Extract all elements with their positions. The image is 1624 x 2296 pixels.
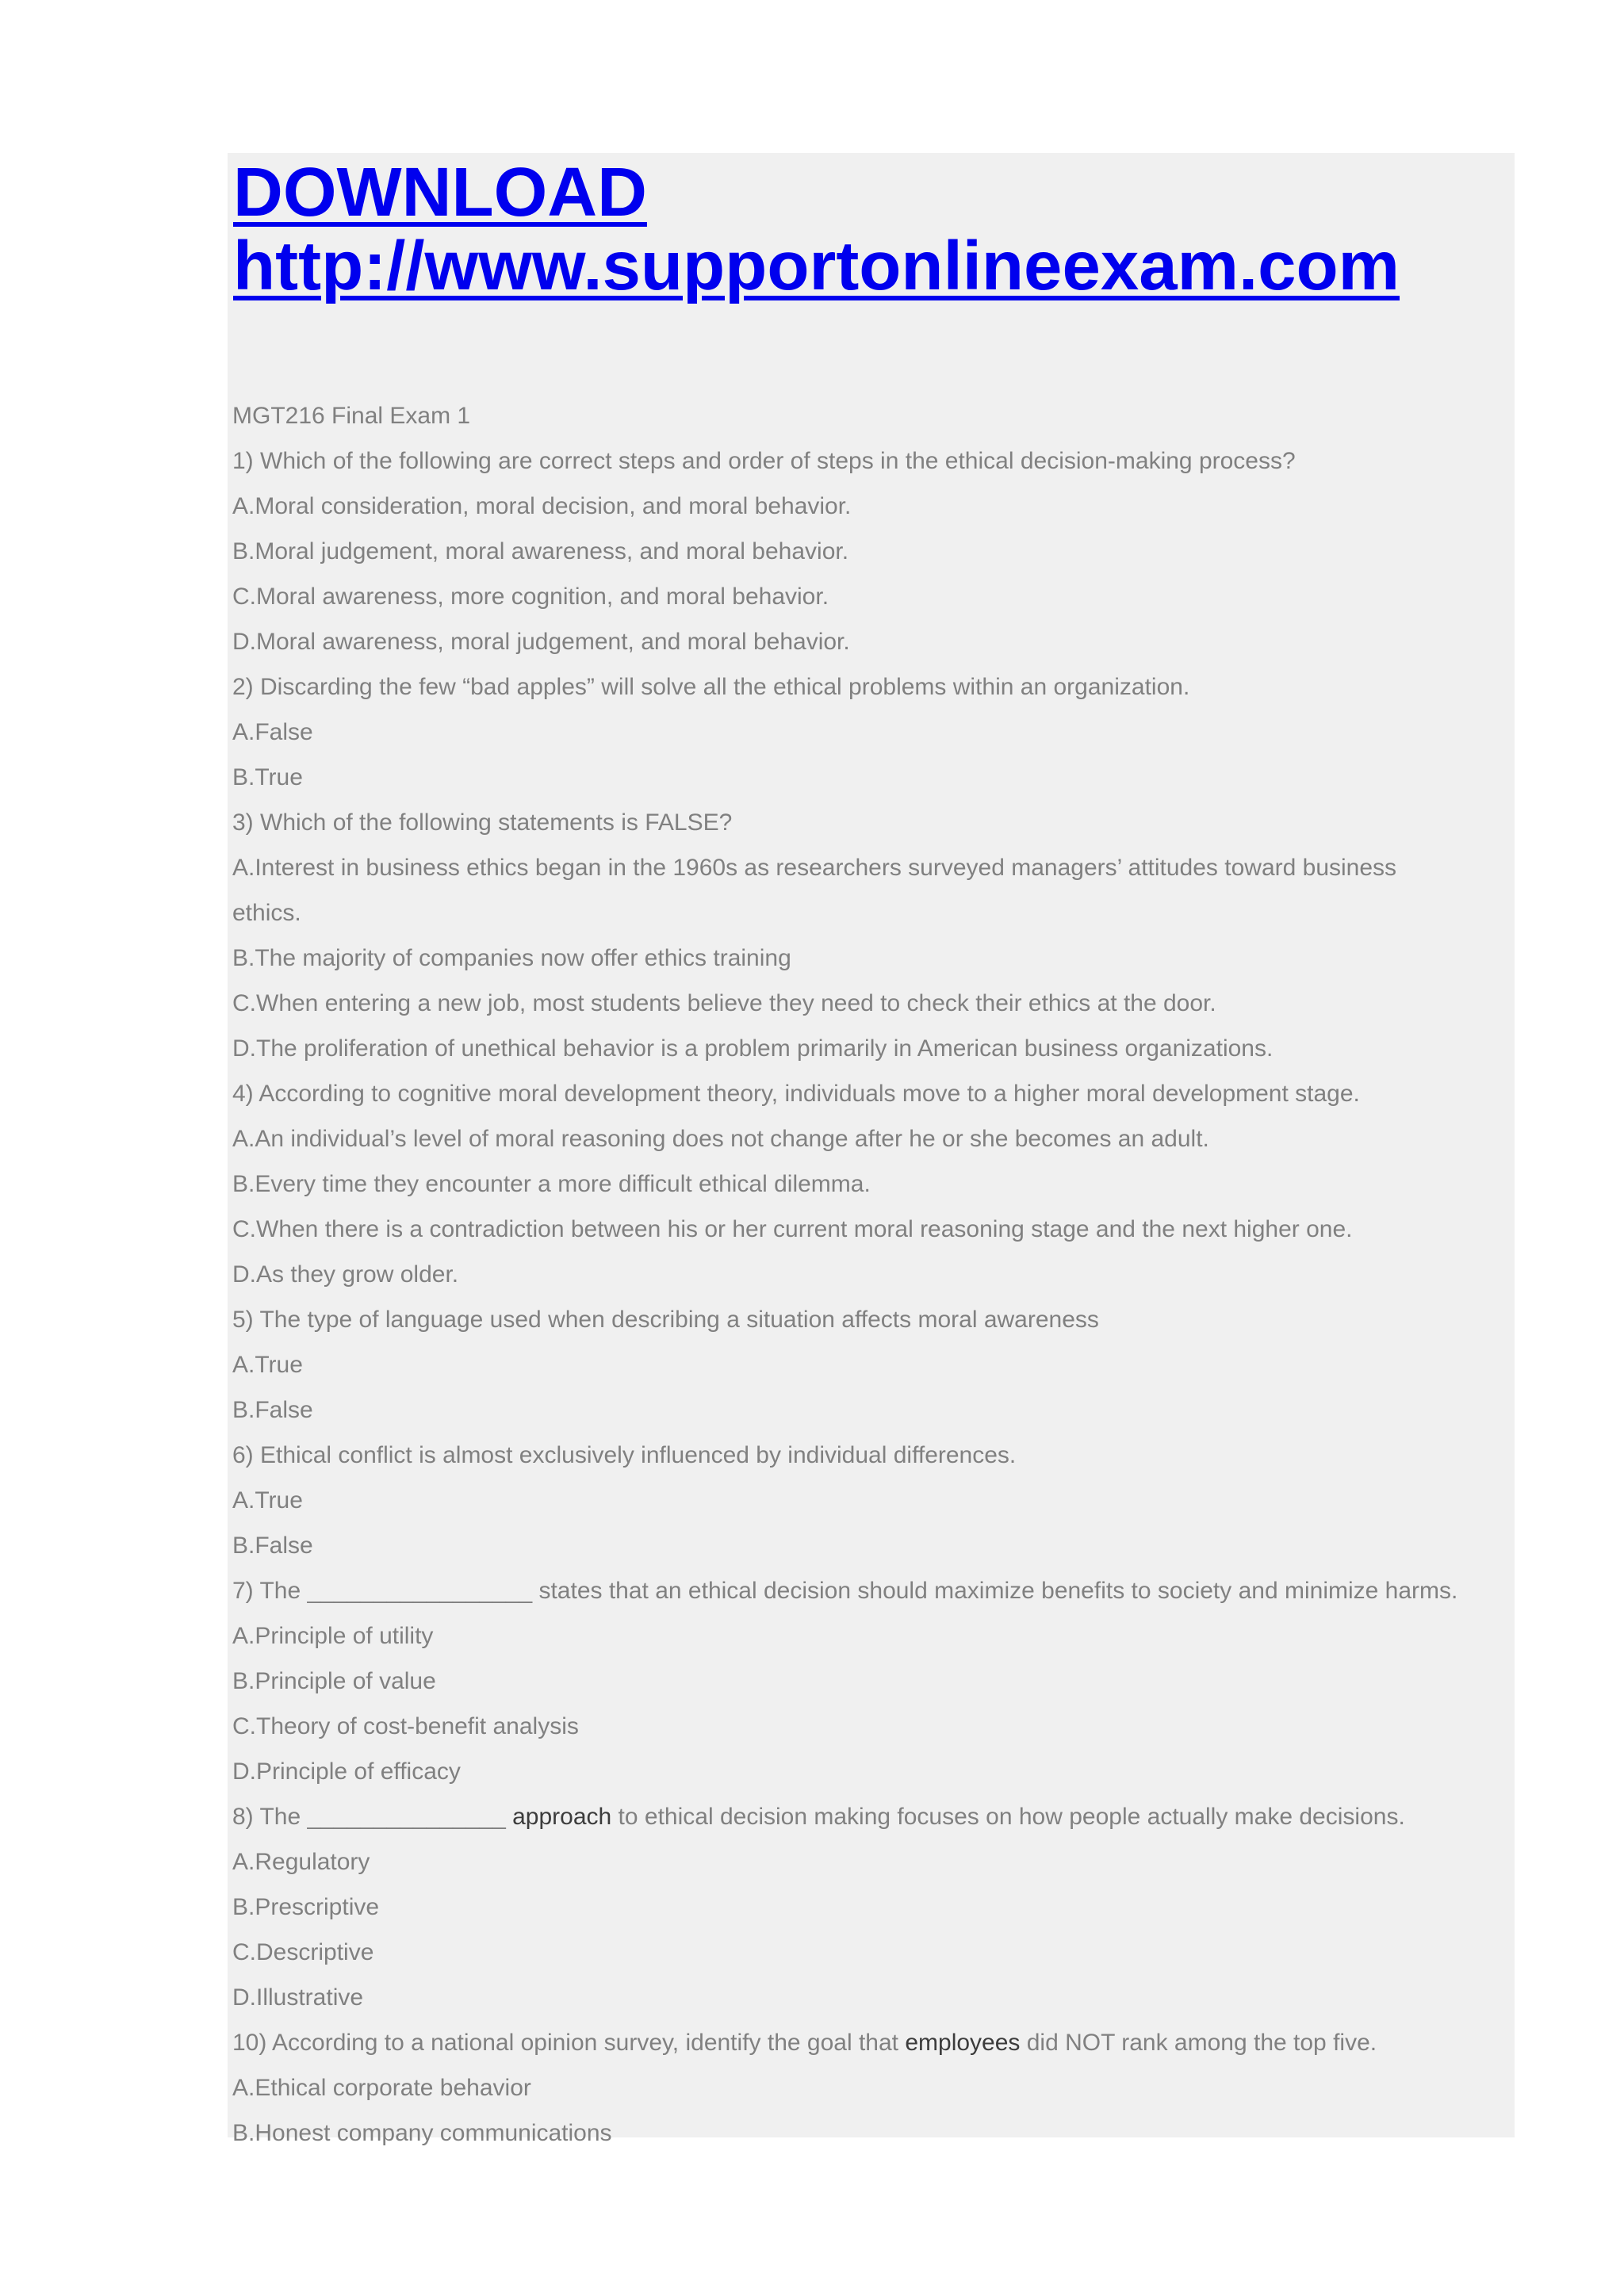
answer-option: A.An individual’s level of moral reasoning does not change after he or she becomes an adult. (232, 1126, 1209, 1152)
question-8-end: to ethical decision making focuses on how people actually make decisions. (611, 1804, 1405, 1830)
answer-option: A.Interest in business ethics began in the 1960s as researchers surveyed managers’ attitudes toward business (232, 855, 1397, 881)
question-10-highlight: employees (905, 2030, 1021, 2056)
answer-option: B.Every time they encounter a more difficult ethical dilemma. (232, 1171, 871, 1197)
answer-option: C.Theory of cost-benefit analysis (232, 1713, 579, 1739)
question-8-start: 8) The _______________ (232, 1804, 513, 1830)
answer-option: A.Regulatory (232, 1849, 370, 1875)
question-8-highlight: approach (512, 1804, 612, 1830)
question-10 (232, 2020, 1509, 2065)
answer-option: C.Moral awareness, more cognition, and moral behavior. (232, 584, 829, 610)
answer-option: A.Moral consideration, moral decision, and moral behavior. (232, 493, 852, 519)
question-10-start: 10) According to a national opinion survey, identify the goal that (232, 2030, 906, 2056)
answer-option: B.True (232, 764, 303, 790)
question-4: 4) According to cognitive moral development theory, individuals move to a higher moral development stage. (232, 1081, 1360, 1107)
answer-option: D.Illustrative (232, 1984, 364, 2011)
exam-title: MGT216 Final Exam 1 (232, 403, 471, 429)
answer-option: D.Moral awareness, moral judgement, and moral behavior. (232, 629, 850, 655)
answer-option: D.The proliferation of unethical behavior is a problem primarily in American business organizations. (232, 1035, 1274, 1062)
answer-option-continued: ethics. (232, 900, 301, 926)
answer-option: B.Honest company communications (232, 2120, 612, 2146)
question-8 (232, 1794, 1509, 1839)
answer-option: B.The majority of companies now offer ethics training (232, 945, 791, 971)
answer-option: B.Moral judgement, moral awareness, and moral behavior. (232, 538, 849, 564)
answer-option: B.Principle of value (232, 1668, 436, 1694)
answer-option: C.Descriptive (232, 1939, 374, 1965)
exam-text (232, 393, 1509, 2156)
question-10-end: did NOT rank among the top five. (1020, 2030, 1377, 2056)
question-1: 1) Which of the following are correct steps and order of steps in the ethical decision-making process? (232, 448, 1296, 474)
question-2: 2) Discarding the few “bad apples” will solve all the ethical problems within an organization. (232, 674, 1190, 700)
answer-option: C.When there is a contradiction between his or her current moral reasoning stage and the next higher one. (232, 1216, 1353, 1242)
answer-option: A.Ethical corporate behavior (232, 2075, 531, 2101)
answer-option: C.When entering a new job, most students believe they need to check their ethics at the door. (232, 990, 1216, 1016)
answer-option: B.False (232, 1533, 313, 1559)
question-6: 6) Ethical conflict is almost exclusively influenced by individual differences. (232, 1442, 1017, 1468)
download-link[interactable] (233, 155, 1400, 303)
download-link-line1[interactable]: DOWNLOAD (233, 154, 647, 231)
answer-option: B.Prescriptive (232, 1894, 380, 1920)
answer-option: D.Principle of efficacy (232, 1758, 461, 1785)
answer-option: A.True (232, 1487, 303, 1513)
answer-option: A.True (232, 1352, 303, 1378)
question-3: 3) Which of the following statements is FALSE? (232, 809, 733, 836)
answer-option: D.As they grow older. (232, 1261, 459, 1288)
answer-option: A.Principle of utility (232, 1623, 434, 1649)
question-5: 5) The type of language used when describing a situation affects moral awareness (232, 1307, 1099, 1333)
answer-option: A.False (232, 719, 313, 745)
download-link-line2[interactable]: http://www.supportonlineexam.com (233, 228, 1400, 304)
answer-option: B.False (232, 1397, 313, 1423)
question-7: 7) The _________________ states that an ethical decision should maximize benefits to society and minimize harms. (232, 1578, 1458, 1604)
